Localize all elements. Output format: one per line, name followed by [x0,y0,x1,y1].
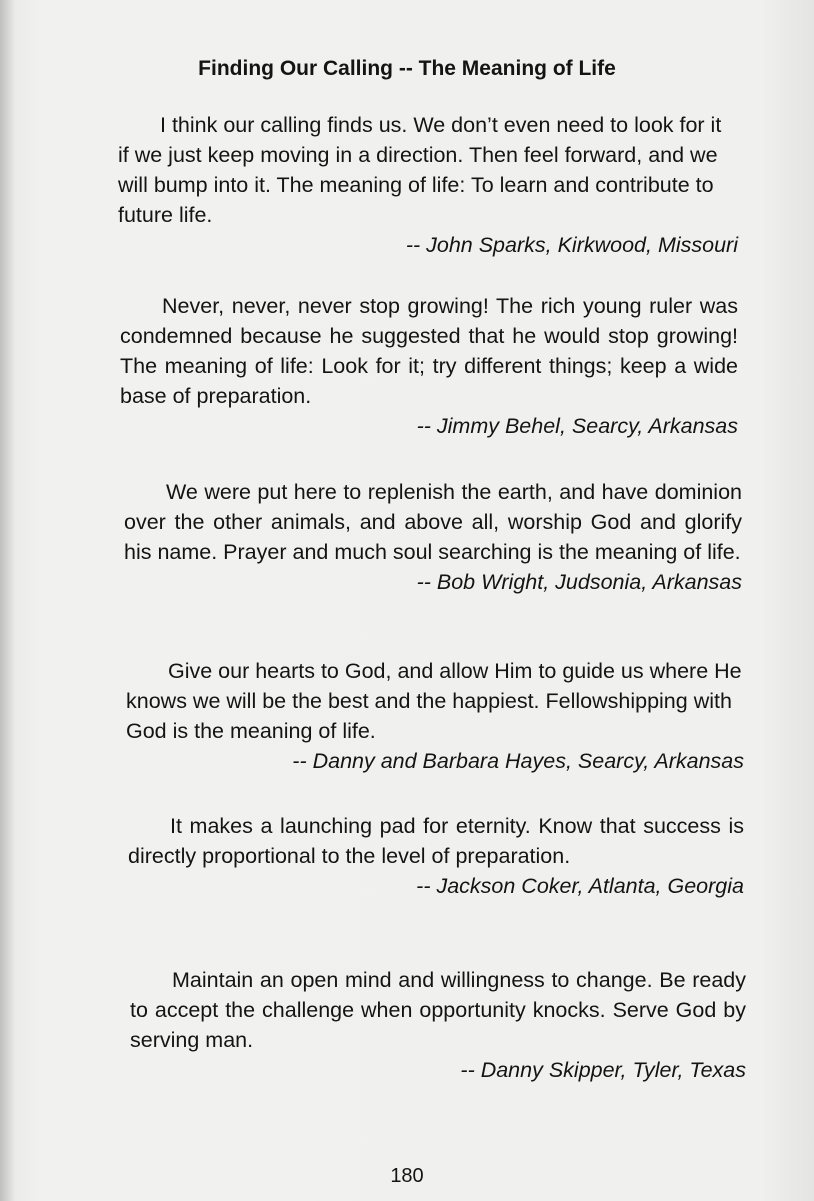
entry-attribution: -- Jimmy Behel, Searcy, Arkansas [416,414,738,438]
entry-2 [120,291,738,441]
entry-attribution: -- Danny and Barbara Hayes, Searcy, Arkansas [292,749,744,773]
entry-1 [118,110,738,260]
entry-attribution: -- Jackson Coker, Atlanta, Georgia [416,874,744,898]
entry-text: We were put here to replenish the earth, and have dominion over the other animals, and above all, worship God and glorify his name. Prayer and much soul searching is the meaning of life. [124,480,742,564]
entry-3 [124,477,742,597]
entry-6 [130,965,746,1085]
entry-text: I think our calling finds us. We don’t even need to look for it if we just keep moving in a direction. Then feel forward, and we will bump into it. The meaning of life: To learn and contribute to future life. [118,113,722,227]
page-title: Finding Our Calling -- The Meaning of Life [198,57,616,80]
page-number: 180 [390,1165,424,1187]
gutter-shadow [0,0,16,1201]
entry-4 [126,656,744,776]
entry-text: Maintain an open mind and willingness to change. Be ready to accept the challenge when opportunity knocks. Serve God by serving man. [130,968,746,1052]
entry-attribution: -- Bob Wright, Judsonia, Arkansas [416,570,742,594]
entry-5 [128,811,744,901]
entry-text: Give our hearts to God, and allow Him to guide us where He knows we will be the best and the happiest. Fellowshipping with God is the meaning of life. [126,659,742,743]
entry-text: It makes a launching pad for eternity. Know that success is directly proportional to the level of preparation. [128,814,744,868]
entry-text: Never, never, never stop growing! The rich young ruler was condemned because he suggested that he would stop growing! The meaning of life: Look for it; try different things; keep a wide base of preparation. [120,294,738,408]
entry-attribution: -- Danny Skipper, Tyler, Texas [460,1058,746,1082]
entry-attribution: -- John Sparks, Kirkwood, Missouri [405,233,738,257]
